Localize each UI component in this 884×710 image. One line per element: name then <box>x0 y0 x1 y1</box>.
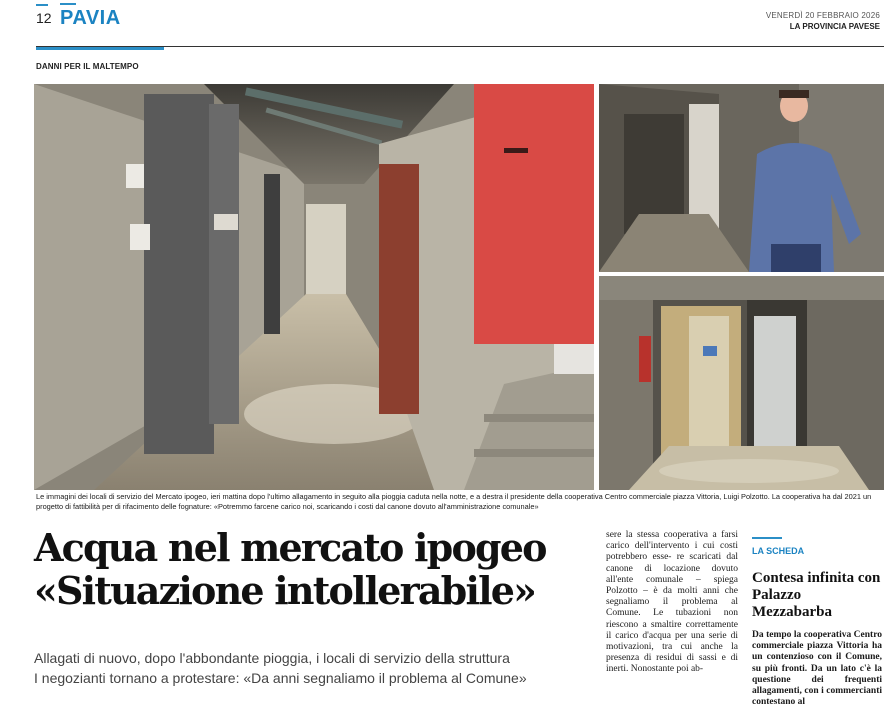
section-name: PAVIA <box>60 7 121 29</box>
flooded-service-room-photo <box>599 276 884 490</box>
header-accent-bar <box>36 47 164 50</box>
headline-line-2: «Situazione intollerabile» <box>34 568 536 613</box>
cooperative-president-photo <box>599 84 884 272</box>
kicker: DANNI PER IL MALTEMPO <box>36 62 139 71</box>
sidebar-title: Contesa infinita con Palazzo Mezzabarba <box>752 570 881 620</box>
article-body-column: sere la stessa cooperativa a farsi carico dell'intervento i cui costi potrebbero esse- re scaricati dal canone di locazione dovuto all'ente comunale – spiega Polzotto – è da molti anni che segnaliamo il problema al Comune. Le tubazioni non riescono a smaltire correttamente il carico d'acqua per una serie di motivazioni, tra cui anche la presenza di residui di sassi e di inerti. Nonostante poi ab- <box>606 530 738 675</box>
section-rule <box>60 3 76 5</box>
subheadline-line-2: I negozianti tornano a protestare: «Da anni segnaliamo il problema al Comune» <box>34 670 527 686</box>
page-number-rule <box>36 4 48 6</box>
subheadline <box>34 648 594 688</box>
headline <box>34 526 594 612</box>
sidebar-label: LA SCHEDA <box>752 546 805 556</box>
sidebar-accent-bar <box>752 537 782 539</box>
newspaper-name: LA PROVINCIA PAVESE <box>789 22 880 31</box>
issue-date: VENERDÌ 20 FEBBRAIO 2026 <box>765 11 880 20</box>
page-header <box>0 0 884 48</box>
subheadline-line-1: Allagati di nuovo, dopo l'abbondante pioggia, i locali di servizio della struttura <box>34 650 510 666</box>
page-number: 12 <box>36 10 52 26</box>
headline-line-1: Acqua nel mercato ipogeo <box>34 525 546 570</box>
sidebar-text: Da tempo la cooperativa Centro commerciale piazza Vittoria ha un contenzioso con il Comune, su più fronti. Da un lato c'è la questione dei frequenti allagamenti, con i commercianti contestano al <box>752 630 882 708</box>
photo-caption: Le immagini dei locali di servizio del Mercato ipogeo, ieri mattina dopo l'ultimo allagamento in seguito alla pioggia caduta nella notte, e a destra il presidente della cooperativa Centro commerciale piazza Vittoria, Luigi Polzotto. La cooperativa ha dal 2021 un progetto di fattibilità per di rifacimento delle fognature: «Potremmo farcene carico noi, scaricando i costi dal canone dovuto all'amministrazione comunale» <box>36 492 872 511</box>
flooded-corridor-photo <box>34 84 594 490</box>
